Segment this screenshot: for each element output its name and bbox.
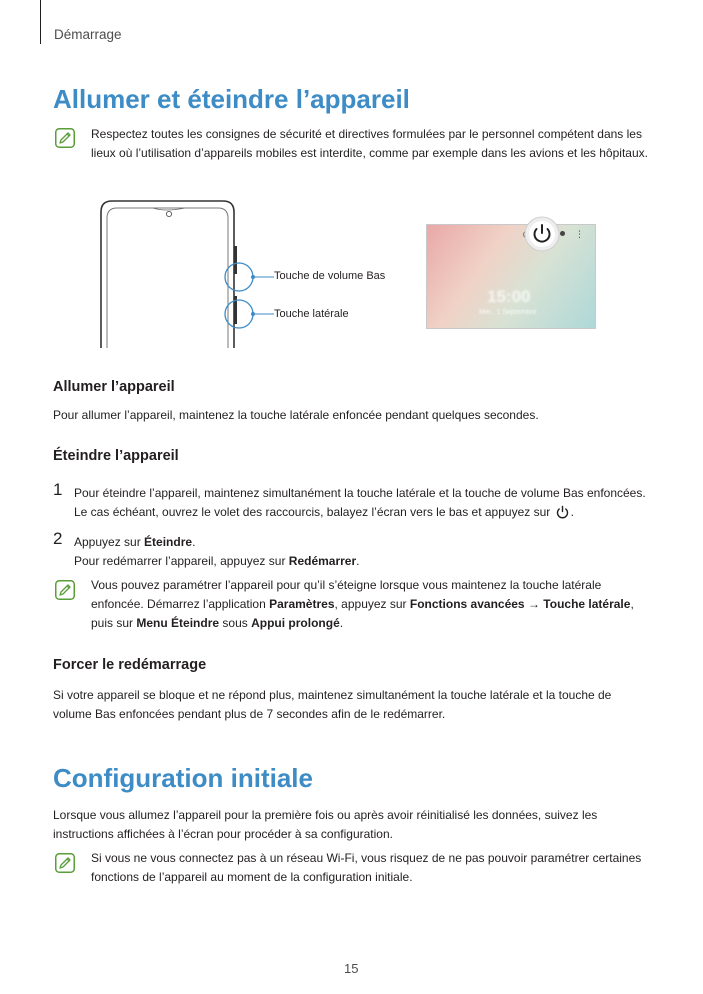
lock-screen-time: 15:00 — [487, 287, 531, 306]
note-pencil-icon — [55, 853, 75, 873]
note-side-key-setting: Vous pouvez paramétrer l’appareil pour qu’il s’éteigne lorsque vous maintenez la touche latérale enfoncée. Démarrez l’application Paramètres, appuyez sur Fonctions avancées → Touche latérale, puis sur Menu Éteindre sous Appui prolongé. — [91, 578, 634, 630]
turn-on-text: Pour allumer l’appareil, maintenez la touche latérale enfoncée pendant quelques secondes. — [53, 408, 539, 422]
page-number: 15 — [344, 961, 359, 976]
power-button-icon — [524, 216, 560, 252]
heading-force-restart: Forcer le redémarrage — [53, 657, 207, 673]
force-restart-text: Si votre appareil se bloque et ne répond plus, maintenez simultanément la touche latérale et la touche de volume Bas enfoncées pendant plus de 7 secondes afin de le redémarrer. — [53, 688, 612, 721]
note-pencil-icon — [55, 128, 75, 148]
note-pencil-icon — [55, 580, 75, 600]
label-side-key: Touche latérale — [274, 308, 349, 320]
step-1-text: Pour éteindre l’appareil, maintenez simultanément la touche latérale et la touche de volume Bas enfoncées. Le cas échéant, ouvrez le volet des raccourcis, balayez l’écran vers le bas et appuyez sur . — [74, 486, 646, 519]
step-number: 1 — [53, 480, 63, 499]
status-icon — [560, 231, 565, 236]
heading-turn-on: Allumer l’appareil — [53, 379, 175, 395]
more-icon: ⋮ — [575, 229, 584, 239]
restart-text: Pour redémarrer l’appareil, appuyez sur Redémarrer. — [74, 554, 360, 568]
label-volume-down: Touche de volume Bas — [274, 270, 386, 282]
lock-screen-date: Mer., 1 Septembre — [479, 309, 537, 316]
lock-screen-preview — [426, 224, 596, 329]
step-number: 2 — [53, 529, 63, 548]
note-safety: Respectez toutes les consignes de sécurité et directives formulées par le personnel compétent dans les lieux où l’utilisation d’appareils mobiles est interdite, comme par exemple dans les avions et les hôpitaux. — [91, 127, 648, 160]
power-icon — [556, 505, 569, 519]
section-label: Démarrage — [54, 27, 122, 42]
heading-turn-off: Éteindre l’appareil — [53, 448, 179, 464]
step-2-text: Appuyez sur Éteindre. — [74, 535, 196, 549]
callout-markers — [222, 260, 277, 335]
section-title-setup: Configuration initiale — [53, 763, 313, 793]
setup-text: Lorsque vous allumez l’appareil pour la première fois ou après avoir réinitialisé les données, suivez les instructions affichées à l’écran pour procéder à sa configuration. — [53, 808, 598, 841]
page-title: Allumer et éteindre l’appareil — [53, 84, 410, 114]
note-wifi: Si vous ne vous connectez pas à un réseau Wi-Fi, vous risquez de ne pas pouvoir paramétrer certaines fonctions de l’appareil au moment de la configuration initiale. — [91, 851, 642, 884]
header-rule — [40, 0, 41, 44]
